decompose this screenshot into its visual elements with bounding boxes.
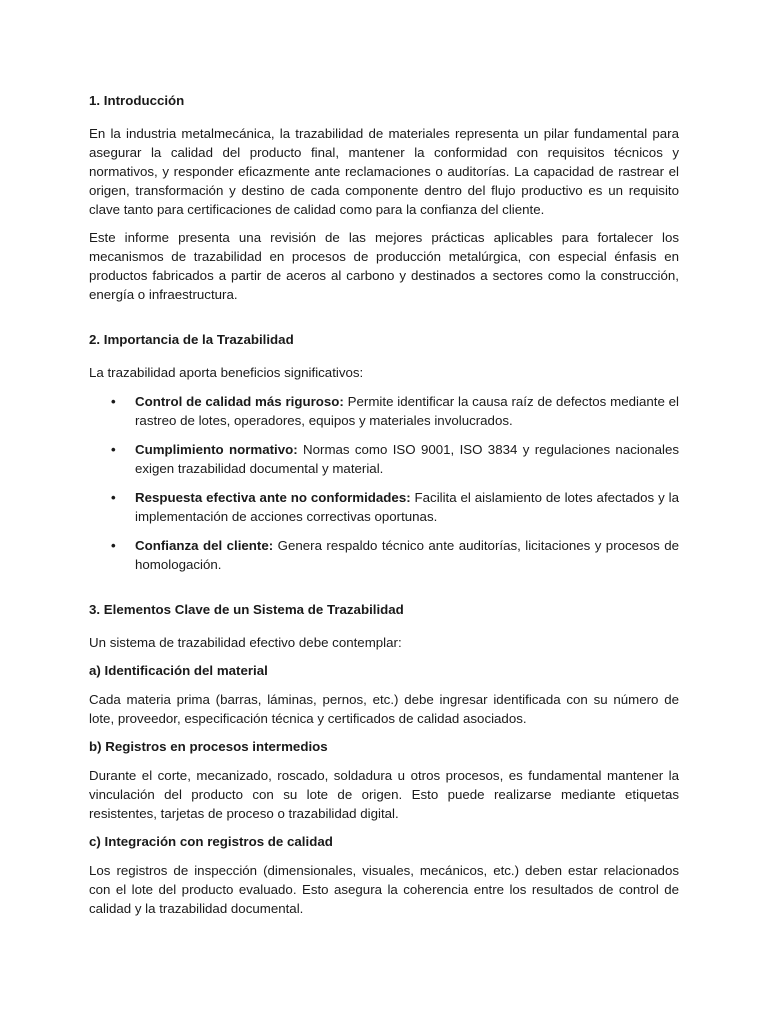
section-importance [89,330,679,574]
benefits-list [89,392,679,574]
list-item-term: Control de calidad más riguroso: [135,394,344,409]
list-item-text: Genera respaldo técnico ante auditorías, licitaciones y procesos de homologación. [135,538,679,572]
list-item-term: Confianza del cliente: [135,538,274,553]
paragraph: Este informe presenta una revisión de las mejores prácticas aplicables para fortalecer los mecanismos de trazabilidad en procesos de producción metalúrgica, con especial énfasis en productos fabricados a partir de aceros al carbono y destinados a sectores como la construcción, energía o infraestructura. [89,230,679,302]
paragraph: Cada materia prima (barras, láminas, pernos, etc.) debe ingresar identificada con su número de lote, proveedor, especificación técnica y certificados de calidad asociados. [89,692,679,726]
list-item [89,392,679,430]
subsection-heading: a) Identificación del material [89,663,268,678]
section-key-elements [89,600,679,918]
subsection-heading: b) Registros en procesos intermedios [89,739,328,754]
list-item [89,536,679,574]
section-heading: 1. Introducción [89,93,185,108]
list-item-text: Normas como ISO 9001, ISO 3834 y regulaciones nacionales exigen trazabilidad documental y material. [135,442,679,476]
list-item-text: Facilita el aislamiento de lotes afectados y la implementación de acciones correctivas oportunas. [135,490,679,524]
document-body [89,91,679,935]
paragraph: Los registros de inspección (dimensionales, visuales, mecánicos, etc.) deben estar relacionados con el lote del producto evaluado. Esto asegura la coherencia entre los resultados de control de calidad y la trazabilidad documental. [89,863,679,916]
bullet-icon: • [111,442,116,457]
list-item [89,440,679,478]
paragraph: Un sistema de trazabilidad efectivo debe contemplar: [89,635,402,650]
subsection-heading: c) Integración con registros de calidad [89,834,333,849]
list-item [89,488,679,526]
bullet-icon: • [111,538,116,553]
list-item-term: Cumplimiento normativo: [135,442,298,457]
paragraph: Durante el corte, mecanizado, roscado, soldadura u otros procesos, es fundamental mantener la vinculación del producto con su lote de origen. Esto puede realizarse mediante etiquetas resistentes, tarjetas de proceso o trazabilidad digital. [89,768,679,821]
bullet-icon: • [111,394,116,409]
section-heading: 3. Elementos Clave de un Sistema de Trazabilidad [89,602,404,617]
section-introduction [89,91,679,304]
section-heading: 2. Importancia de la Trazabilidad [89,332,294,347]
list-item-term: Respuesta efectiva ante no conformidades: [135,490,411,505]
bullet-icon: • [111,490,116,505]
list-item-text: Permite identificar la causa raíz de defectos mediante el rastreo de lotes, operadores, equipos y materiales involucrados. [135,394,679,428]
paragraph: En la industria metalmecánica, la trazabilidad de materiales representa un pilar fundamental para asegurar la calidad del producto final, mantener la conformidad con requisitos técnicos y normativos, y responder eficazmente ante reclamaciones o auditorías. La capacidad de rastrear el origen, transformación y destino de cada componente dentro del flujo productivo es un requisito clave tanto para certificaciones de calidad como para la confianza del cliente. [89,126,679,217]
paragraph: La trazabilidad aporta beneficios significativos: [89,365,364,380]
